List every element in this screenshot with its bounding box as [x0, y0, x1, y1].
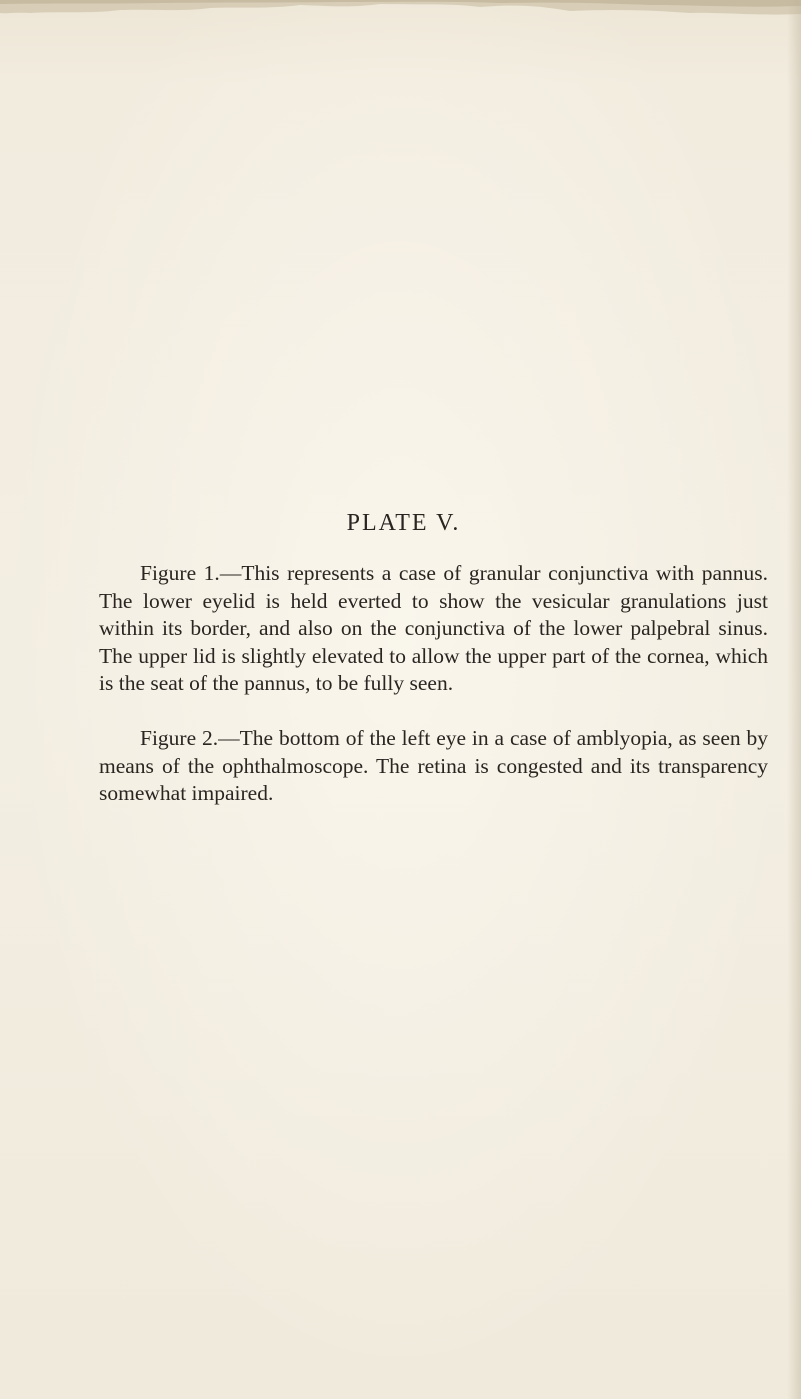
figure-2-caption [99, 725, 768, 808]
figure-1-text: —This represents a case of granular conjunctiva with pannus. The lower eyelid is held everted to show the vesicular granulations just within its border, and also on the conjunctiva of the lower palpebral sinus. The upper lid is slightly elevated to allow the upper part of the cornea, which is the seat of the pannus, to be fully seen. [99, 561, 768, 696]
plate-title: PLATE V. [346, 510, 461, 536]
torn-top-edge [0, 0, 801, 22]
figure-2-label: Figure 2. [140, 726, 219, 750]
figure-1-caption [99, 560, 768, 698]
figure-1-label: Figure 1. [140, 561, 220, 585]
page-edge-shadow [787, 0, 801, 1399]
figure-2-text: —The bottom of the left eye in a case of amblyopia, as seen by means of the ophthalmoscope. The retina is congested and its transparency somewhat impaired. [99, 726, 768, 806]
